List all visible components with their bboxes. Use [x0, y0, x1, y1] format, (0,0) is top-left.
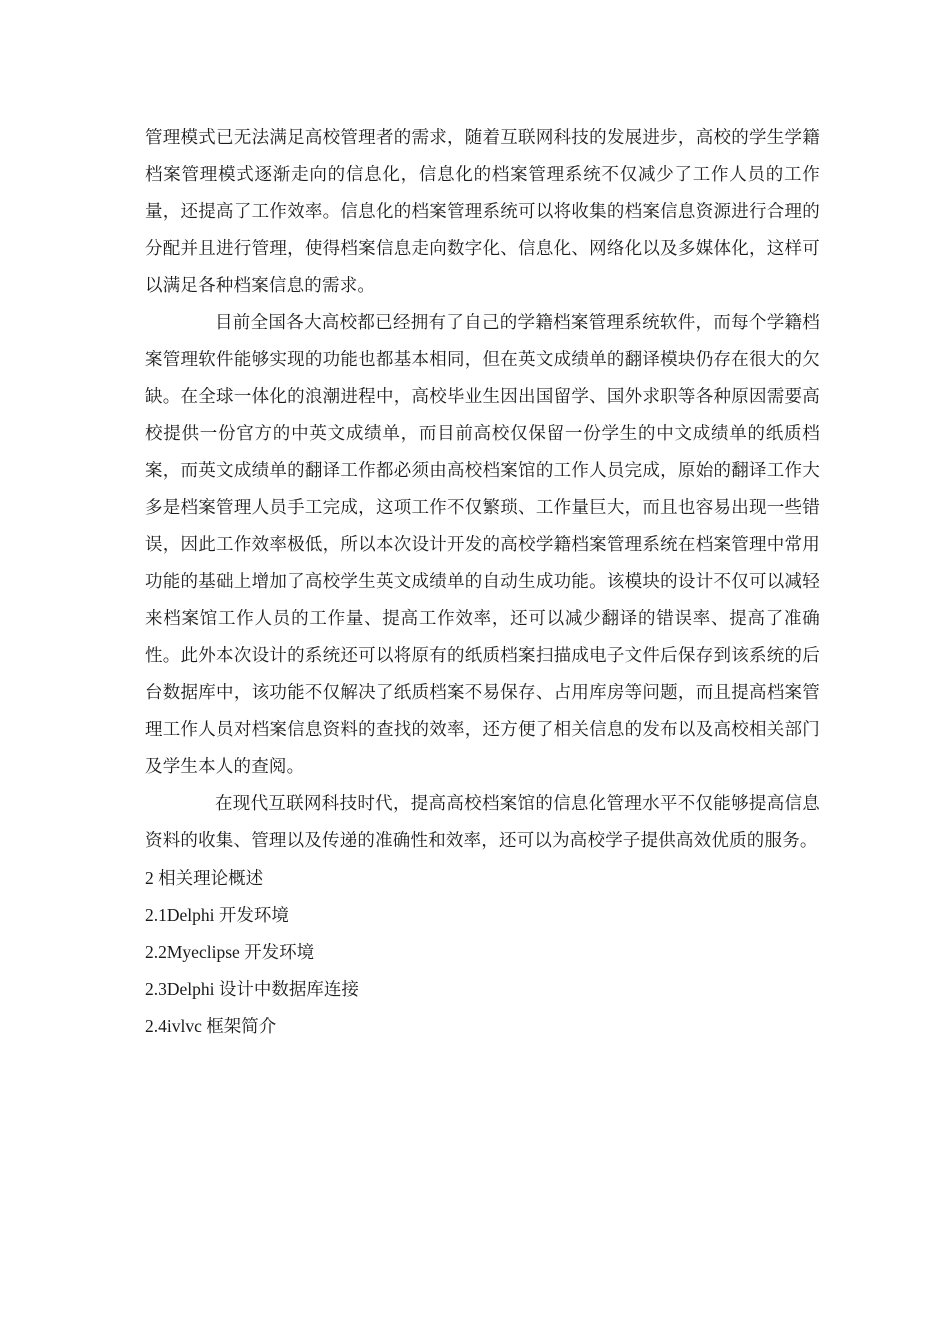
section-heading-2-3: 2.3Delphi 设计中数据库连接 — [145, 979, 359, 999]
section-heading-2-1: 2.1Delphi 开发环境 — [145, 905, 289, 925]
body-paragraph-3: 在现代互联网科技时代，提高高校档案馆的信息化管理水平不仅能够提高信息资料的收集、管理以及传递的准确性和效率，还可以为高校学子提供高效优质的服务。 — [145, 794, 820, 851]
section-heading-2: 2 相关理论概述 — [145, 868, 264, 888]
body-paragraph-2: 目前全国各大高校都已经拥有了自己的学籍档案管理系统软件，而每个学籍档案管理软件能够实现的功能也都基本相同，但在英文成绩单的翻译模块仍存在很大的欠缺。在全球一体化的浪潮进程中，高校毕业生因出国留学、国外求职等各种原因需要高校提供一份官方的中英文成绩单，而目前高校仅保留一份学生的中文成绩单的纸质档案，而英文成绩单的翻译工作都必须由高校档案馆的工作人员完成，原始的翻译工作大多是档案管理人员手工完成，这项工作不仅繁琐、工作量巨大，而且也容易出现一些错误，因此工作效率极低，所以本次设计开发的高校学籍档案管理系统在档案管理中常用功能的基础上增加了高校学生英文成绩单的自动生成功能。该模块的设计不仅可以减轻来档案馆工作人员的工作量、提高工作效率，还可以减少翻译的错误率、提高了准确性。此外本次设计的系统还可以将原有的纸质档案扫描成电子文件后保存到该系统的后台数据库中，该功能不仅解决了纸质档案不易保存、占用库房等问题，而且提高档案管理工作人员对档案信息资料的查找的效率，还方便了相关信息的发布以及高校相关部门及学生本人的查阅。 — [145, 313, 820, 777]
document-body — [145, 120, 820, 1045]
body-paragraph-1: 管理模式已无法满足高校管理者的需求，随着互联网科技的发展进步，高校的学生学籍档案管理模式逐渐走向的信息化，信息化的档案管理系统不仅减少了工作人员的工作量，还提高了工作效率。信息化的档案管理系统可以将收集的档案信息资源进行合理的分配并且进行管理，使得档案信息走向数字化、信息化、网络化以及多媒体化，这样可以满足各种档案信息的需求。 — [145, 128, 820, 296]
section-heading-2-2: 2.2Myeclipse 开发环境 — [145, 942, 315, 962]
section-heading-2-4: 2.4ivlvc 框架简介 — [145, 1016, 277, 1036]
